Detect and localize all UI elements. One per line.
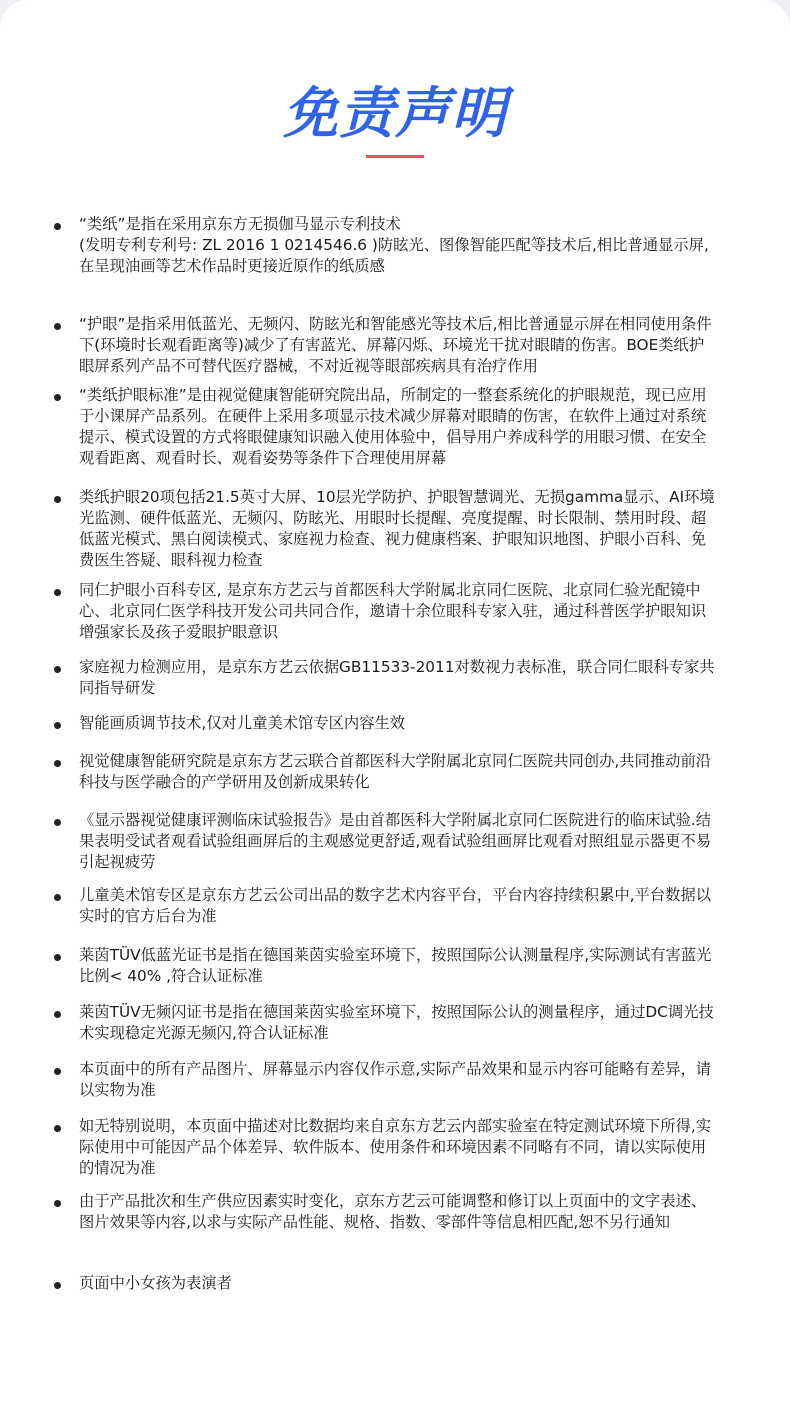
list-item-text: 由于产品批次和生产供应因素实时变化，京东方艺云可能调整和修订以上页面中的文字表述、图片效果等内容,以求与实际产品性能、规格、指数、零部件等信息相匹配,恕不另行通知	[79, 1192, 707, 1231]
bullet-icon	[54, 323, 61, 330]
list-item-text: 本页面中的所有产品图片、屏幕显示内容仅作示意,实际产品效果和显示内容可能略有差异，请以实物为准	[79, 1060, 712, 1099]
bullet-icon	[54, 1200, 61, 1207]
list-item-text: 页面中小女孩为表演者	[79, 1274, 232, 1292]
bullet-icon	[54, 1011, 61, 1018]
bullet-icon	[54, 722, 61, 729]
list-item-text: 视觉健康智能研究院是京东方艺云联合首都医科大学附属北京同仁医院共同创办,共同推动前沿科技与医学融合的产学研用及创新成果转化	[79, 752, 712, 791]
bullet-icon	[54, 819, 61, 826]
bullet-icon	[54, 894, 61, 901]
list-item-text: “类纸护眼标准”是由视觉健康智能研究院出品，所制定的一整套系统化的护眼规范，现已应用于小课屏产品系列。在硬件上采用多项显示技术减少屏幕对眼睛的伤害，在软件上通过对系统提示、模式设置的方式将眼健康知识融入使用体验中，倡导用户养成科学的用眼习惯、在安全观看距离、观看时长、观看姿势等条件下合理使用屏幕	[79, 386, 707, 467]
list-item-text: 《显示器视觉健康评测临床试验报告》是由首都医科大学附属北京同仁医院进行的临床试验.结果表明受试者观看试验组画屏后的主观感觉更舒适,观看试验组画屏比观看对照组显示器更不易引起视疲劳	[79, 811, 712, 871]
bullet-icon	[54, 496, 61, 503]
list-item-text: “护眼”是指采用低蓝光、无频闪、防眩光和智能感光等技术后,相比普通显示屏在相同使用条件下(环境时长观看距离等)减少了有害蓝光、屏幕闪烁、环境光干扰对眼睛的伤害。BOE类纸护眼屏系列产品不可替代医疗器械，不对近视等眼部疾病具有治疗作用	[79, 315, 712, 375]
bullet-icon	[54, 1282, 61, 1289]
list-item-text: 儿童美术馆专区是京东方艺云公司出品的数字艺术内容平台，平台内容持续积累中,平台数据以实时的官方后台为准	[79, 886, 712, 925]
bullet-icon	[54, 394, 61, 401]
bullet-icon	[54, 223, 61, 230]
bullet-icon	[54, 1068, 61, 1075]
bullet-icon	[54, 954, 61, 961]
list-item-text: 智能画质调节技术,仅对儿童美术馆专区内容生效	[79, 714, 406, 732]
bullet-icon	[54, 666, 61, 673]
bullet-icon	[54, 760, 61, 767]
bullet-icon	[54, 589, 61, 596]
list-item-text: 莱茵TÜV低蓝光证书是指在德国莱茵实验室环境下，按照国际公认测量程序,实际测试有害蓝光比例< 40% ,符合认证标准	[79, 946, 712, 985]
list-item-text: 家庭视力检测应用，是京东方艺云依据GB11533-2011对数视力表标准，联合同仁眼科专家共同指导研发	[79, 658, 715, 697]
list-item-text: 类纸护眼20项包括21.5英寸大屏、10层光学防护、护眼智慧调光、无损gamma显示、AI环境光监测、硬件低蓝光、无频闪、防眩光、用眼时长提醒、亮度提醒、时长限制、禁用时段、超低蓝光模式、黑白阅读模式、家庭视力检查、视力健康档案、护眼知识地图、护眼小百科、免费医生答疑、眼科视力检查	[79, 488, 715, 569]
list-item-text: 莱茵TÜV无频闪证书是指在德国莱茵实验室环境下，按照国际公认的测量程序，通过DC调光技术实现稳定光源无频闪,符合认证标准	[79, 1003, 714, 1042]
page-title: 免责声明	[282, 81, 507, 145]
bullet-icon	[54, 1125, 61, 1132]
list-item-text: 同仁护眼小百科专区, 是京东方艺云与首都医科大学附属北京同仁医院、北京同仁验光配镜中心、北京同仁医学科技开发公司共同合作，邀请十余位眼科专家入驻，通过科普医学护眼知识增强家长及孩子爱眼护眼意识	[79, 581, 707, 641]
list-item-text: 如无特别说明，本页面中描述对比数据均来自京东方艺云内部实验室在特定测试环境下所得,实际使用中可能因产品个体差异、软件版本、使用条件和环境因素不同略有不同，请以实际使用的情况为准	[79, 1117, 712, 1177]
list-item-text: “类纸”是指在采用京东方无损伽马显示专利技术 (发明专利专利号: ZL 2016 1 0214546.6 )防眩光、图像智能匹配等技术后,相比普通显示屏,在呈现油画等艺术作品时更接近原作的纸质感	[79, 215, 709, 275]
title-underline	[366, 155, 424, 158]
